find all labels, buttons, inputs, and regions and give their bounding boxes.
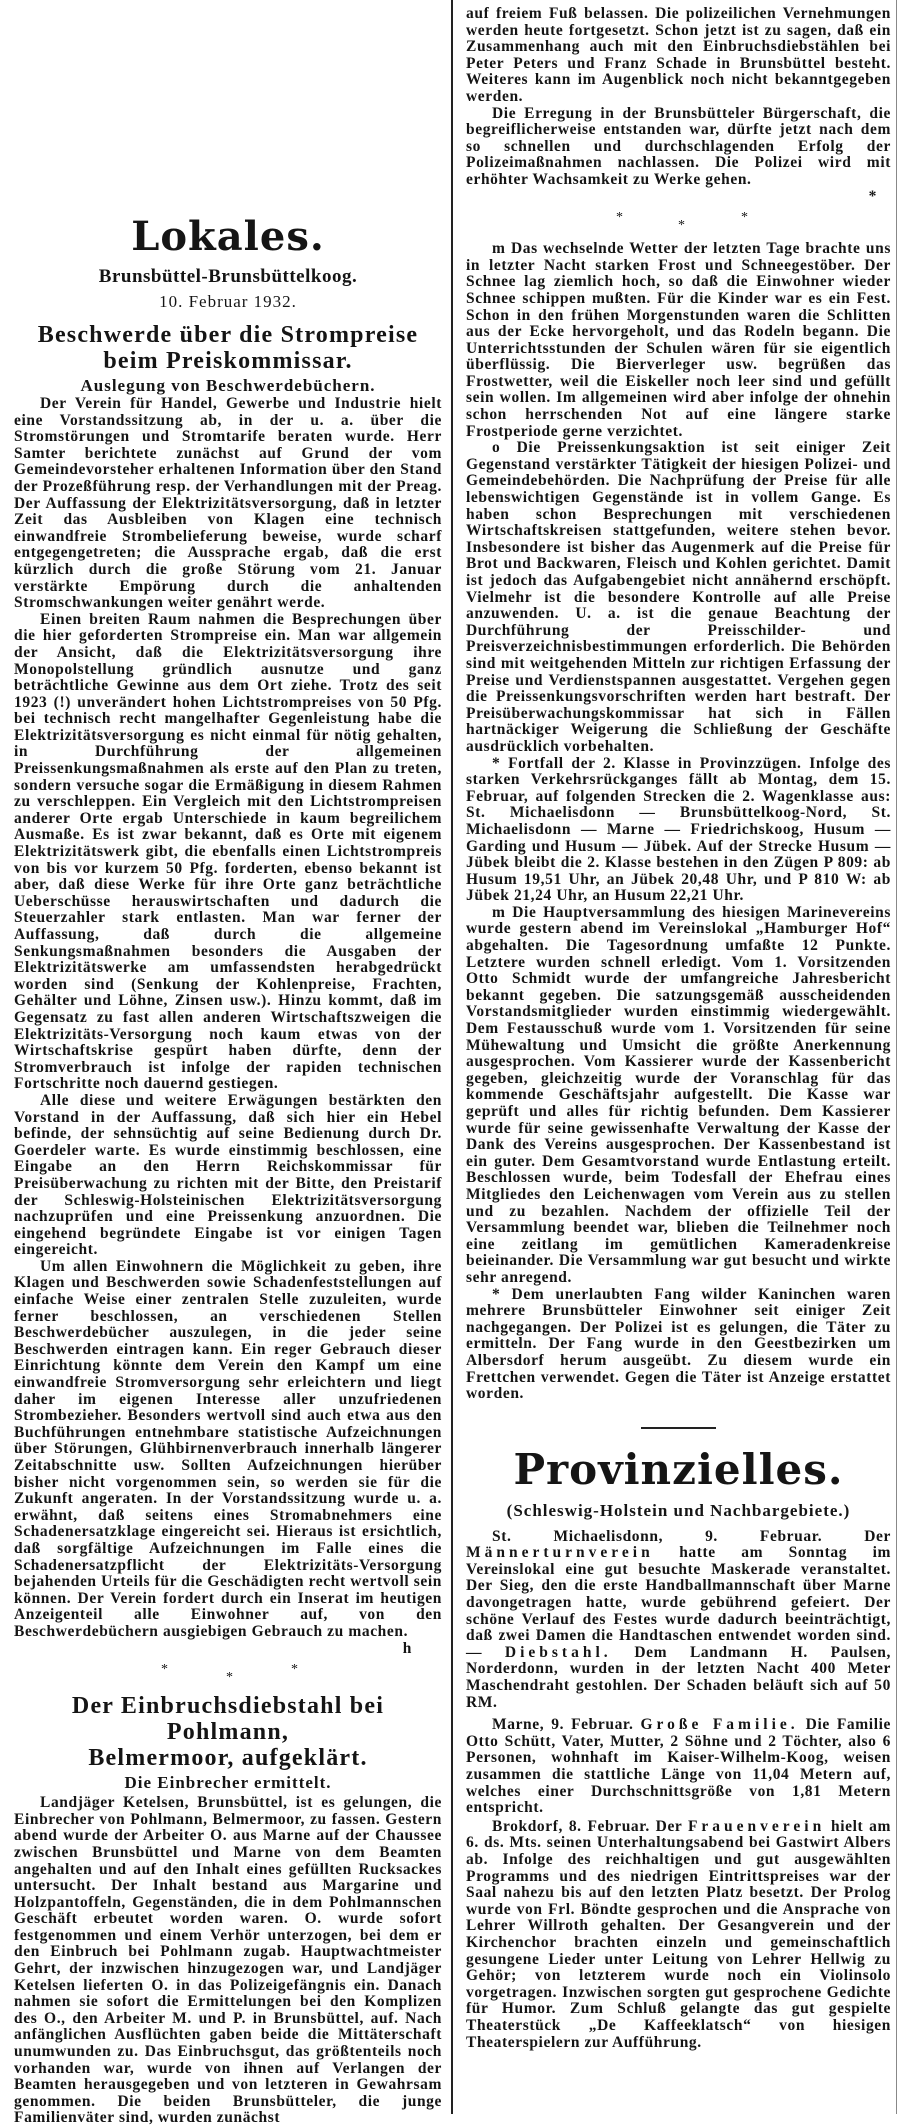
notice-weather xyxy=(466,241,891,440)
notice-mark: o xyxy=(492,439,501,457)
item-text: hielt am 6. ds. Mts. seinen Unterhaltungsabend bei Gastwirt Albers ab. Infolge des reichhaltigen und gut ausgewählten Programms und des niedrigen Eintrittspreises war der Saal nahezu bis auf den letzten Platz besetzt. Der Prolog wurde von Frl. Böndte gesprochen und die Ansprache von Lehrer Willroth gehalten. Der Gesangverein und der Kirchenchor brachten einzeln und gemeinschaftlich gesungene Lieder unter Leitung von Lehrer Hellwig zu Gehör; von letzterem wurde noch ein Violinsolo vorgetragen. Inzwischen sorgten gut gesprochene Gedichte für Humor. Zum Schluß gelangte das gut gespielte Theaterstück „De Kaffeeklatsch“ von hiesigen Theaterspielern zur Aufführung. xyxy=(466,1817,891,2051)
local-notices xyxy=(466,241,891,1403)
section-divider xyxy=(466,1427,891,1429)
item-text: hatte am Sonntag im Vereinslokal eine gut besuchte Maskerade veranstaltet. Der Sieg, den die erste Handballmannschaft über Marne davongetragen hatte, wurde gebührend gefeiert. Der schöne Verlauf des Festes wurde dadurch beeinträchtigt, daß zwei Damen die Handtaschen entwendet worden sind. — xyxy=(466,1544,891,1661)
article-paragraph: Der Verein für Handel, Gewerbe und Industrie hielt eine Vorstandssitzung ab, in der u. a. über die Stromstörungen und Stromtarife beraten wurde. Herr Samter berichtete zunächst auf Grund der vom Gemeindevorsteher erhaltenen Information über den Stand der Prozeßführung resp. der Verhandlungen mit der Preag. Der Auffassung der Elektrizitätsversorgung, daß in letzter Zeit das Ausbleiben von Klagen eine technisch einwandfreie Strombelieferung beweise, wurde scharf entgegengetreten; die Aussprache ergab, daß die erst kürzlich durch die große Störung vom 21. Januar verstärkte Empörung durch die anhaltenden Stromschwankungen weiter genährt werde. xyxy=(14,395,442,612)
article-subhead: Auslegung von Beschwerdebüchern. xyxy=(80,376,376,395)
author-signature: h xyxy=(402,1639,412,1657)
notice-text: wurde gestern abend im Vereinslokal „Hamburger Hof“ abgehalten. Die Tagesordnung umfaßte 12 Punkte. Letztere wurden schnell erledigt. Vom 1. Vorsitzenden Otto Schmidt wurde der umfangreiche Jahresbericht bekannt gegeben. Die satzungsgemäß ausscheidenden Vorstandsmitglieder wurden einstimmig wiedergewählt. Dem Festausschuß wurde vom 1. Vorsitzenden für seine Mühewaltung und Umsicht die größte Anerkennung ausgesprochen. Vom Kassierer wurde der Kassenbericht gegeben, gleichzeitig wurde der Voranschlag für das kommende Geschäftsjahr aufgestellt. Die Kasse war geprüft und alles für richtig befunden. Dem Kassierer wurde für seine gewissenhafte Verwaltung der Kasse der Dank des Vereins ausgesprochen. Der Kassenbestand ist ein guter. Dem Gesamtvorstand wurde Entlastung erteilt. Beschlossen wurde, beim Todesfall der Ehefrau eines Mitgliedes den Leichenwagen vom Verein aus zu stellen und zu bezahlen. Nachdem der offizielle Teil der Versammlung beendet war, blieben die Teilnehmer noch eine zeitlang im gemütlichen Kameradenkreise beieinander. Die Versammlung war gut besucht und wirkte sehr anregend. xyxy=(466,920,891,1286)
date-line: 10. Februar 1932. xyxy=(159,292,297,311)
author-signature: * xyxy=(868,187,877,205)
item-place: Brokdorf, xyxy=(492,1817,563,1835)
item-text: Dem Landmann H. Paulsen, Norderdonn, wurden in der letzten Nacht 400 Meter Maschendraht gestohlen. Der Schaden beläuft sich auf 50 RM. xyxy=(466,1643,891,1711)
provinzielles-body xyxy=(466,1529,891,2051)
article-subhead: Die Einbrecher ermittelt. xyxy=(124,1773,332,1793)
provincial-item xyxy=(466,1819,891,2051)
headline-line: beim Preiskommissar. xyxy=(103,348,353,374)
section-title-lokales: Lokales. xyxy=(131,213,325,260)
star: * xyxy=(678,218,685,234)
provinzielles-header xyxy=(466,1444,891,1521)
notice-text: Infolge des starken Verkehrsrückganges fällt ab Montag, dem 15. Februar, auf folgenden Strecken die 2. Wagenklasse aus: St. Michaelisdonn — Brunsbüttelkoog-Nord, St. Michaelisdonn — Marne — Friedrichskoog, Husum — Garding und Husum — Jübek. Auf der Strecke Husum — Jübek bleibt die 2. Klasse bestehen in den Zügen P 809: ab Husum 19,51 Uhr, an Jübek 20,48 Uhr, und P 810 W: ab Jübek 21,24 Uhr, an Husum 22,21 Uhr. xyxy=(466,754,892,905)
provincial-item xyxy=(466,1529,891,1712)
notice-lead: Dem unerlaubten Fang wilder Kaninchen xyxy=(511,1285,836,1303)
left-column xyxy=(14,214,442,2127)
notice-mark: m xyxy=(492,903,506,921)
headline-line: Beschwerde über die Strompreise xyxy=(37,322,419,348)
notice-text: waren mehrere Brunsbütteler Einwohner seit einiger Zeit nachgegangen. Der Polizei ist es gelungen, die Täter zu ermitteln. Der Fang wurde in den Geestbezirken um Albersdorf herum ausgeübt. Zu diesem wurde ein Frettchen verwendet. Gegen die Täter ist Anzeige erstattet worden. xyxy=(466,1285,891,1403)
right-column xyxy=(466,6,891,2051)
item-date: 9. Februar. xyxy=(544,1716,634,1734)
notice-lead: Die Preissenkungsaktion xyxy=(516,439,706,457)
notice-train-class xyxy=(466,756,891,905)
notice-price-action xyxy=(466,440,891,755)
section-subtitle: (Schleswig-Holstein und Nachbargebiete.) xyxy=(506,1500,851,1520)
star: * xyxy=(161,1662,168,1678)
place-heading: Brunsbüttel-Brunsbüttelkoog. xyxy=(98,266,358,287)
headline-line: Belmermoor, aufgeklärt. xyxy=(88,1745,368,1772)
asterism xyxy=(466,211,891,235)
notice-marineverein xyxy=(466,905,891,1287)
article-headline xyxy=(14,1693,442,1771)
headline-line: Der Einbruchsdiebstahl bei Pohlmann, xyxy=(71,1693,385,1746)
section-title-provinzielles: Provinzielles. xyxy=(513,1444,844,1494)
item-text: Die Familie Otto Schütt, Vater, Mutter, 2 Söhne und 2 Töchter, also 6 Personen, wohnhaft im Kaiser-Wilhelm-Koog, weisen zusammen die stattliche Länge von 11,04 Metern auf, welches einer Durchschnittsgröße von 1,81 Metern entspricht. xyxy=(466,1716,891,1817)
notice-mark: m xyxy=(492,240,506,258)
notice-rabbits xyxy=(466,1287,891,1403)
notice-lead: Das wechselnde Wetter xyxy=(510,240,679,258)
article-paragraph: Die Erregung in der Brunsbütteler Bürgerschaft, die begreiflicherweise entstanden war, dürfte jetzt nach dem so schnellen und durchschlagenden Erfolg der Polizeimaßnahmen nachlassen. Die Polizei wird mit erhöhter Wachsamkeit zu Werke gehen. xyxy=(466,104,891,188)
star: * xyxy=(616,210,623,226)
notice-lead: Die Hauptversammlung des hiesigen Marinevereins xyxy=(512,903,891,921)
asterism xyxy=(14,1663,442,1687)
article-einbruch xyxy=(14,1693,442,2127)
notice-lead: Fortfall der 2. Klasse in Provinzzügen. xyxy=(508,754,802,772)
article-headline xyxy=(14,322,442,374)
star: * xyxy=(226,1670,233,1686)
column-rule xyxy=(451,0,453,2114)
article-einbruch-continued xyxy=(466,6,891,235)
item-keyword: Große Familie. xyxy=(640,1716,799,1734)
article-paragraph: Um allen Einwohnern die Möglichkeit zu geben, ihre Klagen und Beschwerden sowie Schadenfeststellungen auf einfache Weise einer zentralen Stelle zuzuleiten, wurde ferner beschlossen, an verschiedenen Stellen Beschwerdebücher auszulegen, in die jeder seine Beschwerden eintragen kann. Ein reger Gebrauch dieser Einrichtung könnte dem Verein den Kampf um eine einwandfreie Stromversorgung sehr erleichtern und liegt daher im eigenen Interesse aller unzufriedenen Strombezieher. Besonders wertvoll sind auch etwa aus den Buchführungen entnehmbare statistische Aufzeichnungen über Störungen, Glühbirnenverbrauch innerhalb längerer Zeitabschnitte usw. Sollten Aufzeichnungen hierüber bisher nicht vorgenommen sein, so werden sie für die Zukunft angeraten. In der Vorstandssitzung wurde u. a. erwähnt, daß seitens eines Stromabnehmers eine Schadenersatzklage eingereicht sei. Hieraus ist ersichtlich, daß sorgfältige Aufzeichnungen im Falle eines die Schadenersatzpflicht der Elektrizitäts-Versorgung bejahenden Urteils für die Geschädigten recht wertvoll sein können. Der Verein fordert durch ein Inserat im heutigen Anzeigenteil alle Einwohner auf, von den Beschwerdebüchern ausgiebigen Gebrauch zu machen. xyxy=(14,1257,442,1640)
item-date: 8. Februar. xyxy=(563,1817,650,1835)
provincial-item xyxy=(466,1717,891,1817)
notice-text: der letzten Tage brachte uns in letzter Nacht starken Frost und Schneegestöber. Der Schnee lag ziemlich hoch, so daß die Einwohner wieder Schnee schippen mußten. Für die Kinder war es ein Fest. Schon in den frühen Morgenstunden waren die Schlitten aus der Ecke hervorgeholt, und das Rodeln begann. Die Unterrichtsstunden der Schulen wären für sie eigentlich überflüssig. Die Bierverleger usw. begrüßen das Frostwetter, weil die Eiskeller noch leer sind und gefüllt sein wollen. Im allgemeinen wird aber infolge der ohnehin schon herrschenden Not auf eine längere starke Frostperiode gerne verzichtet. xyxy=(466,240,892,440)
notice-mark: * xyxy=(492,1285,501,1303)
page-edge-rule xyxy=(896,0,897,2114)
star: * xyxy=(741,210,748,226)
article-paragraph: auf freiem Fuß belassen. Die polizeilichen Vernehmungen werden heute fortgesetzt. Schon jetzt ist zu sagen, daß ein Zusammenhang auch mit den Einbruchsdiebstählen bei Peter Peters und Franz Schade in Brunsbüttel besteht. Weiteres kann im Augenblick noch nicht bekanntgegeben werden. xyxy=(466,5,891,105)
article-strompreise-body xyxy=(14,396,442,1657)
article-paragraph: Einen breiten Raum nahmen die Besprechungen über die hier geforderten Strompreise ein. Man war allgemein der Ansicht, daß die Elektrizitätsversorgung ihre Monopolstellung gründlich ausnutze und ganz beträchtliche Gewinne aus dem Ort ziehe. Trotz des seit 1923 (!) unverändert hohen Lichtstrompreises von 50 Pfg. bei technisch recht mangelhafter Gegenleistung habe die Elektrizitätsversorgung es nicht einmal für nötig gehalten, in Durchführung der allgemeinen Preissenkungsmaßnahmen als erste auf den Plan zu treten, sondern versuche sogar die Ermäßigung in diesem Rahmen zu verschleppen. Ein Vergleich mit den Lichtstrompreisen anderer Orte ergab Unterschiede in kaum begreilichem Ausmaße. Es ist zwar bekannt, daß es Orte mit eigenem Elektrizitätswerk gibt, die ebenfalls einen Lichtstrompreis von bis vor kurzem 50 Pfg. forderten, ebenso bekannt ist aber, daß diese Werke für ihre Orte ganz beträchtliche Ueberschüsse herauswirtschaften und dadurch die Steuerzahler stark entlasten. Man war ferner der Auffassung, daß durch die allgemeine Senkungsmaßnahmen besonders die Ausgaben der Elektrizitätswerke am umfassendsten herabgedrückt worden sind (Senkung der Kohlenpreise, Frachten, Gehälter und Löhne, Zinsen usw.). Hinzu kommt, daß im Gegensatz zu fast allen anderen Wirtschaftszweigen die Elektrizitäts-Versorgung noch kaum etwas von der Wirtschaftskrise gespürt haben dürfte, denn der Stromverbrauch ist infolge der rapiden technischen Fortschritte noch dauernd gestiegen. xyxy=(14,610,442,1093)
article-paragraph: Alle diese und weitere Erwägungen bestärkten den Vorstand in der Auffassung, daß sich hier ein Hebel befinde, der sehnsüchtig auf seine Bedienung durch Dr. Goerdeler warte. Es wurde einstimmig beschlossen, eine Eingabe an den Herrn Reichskommissar für Preisüberwachung zu richten mit der Bitte, den Preistarif der Schleswig-Holsteinischen Elektrizitätsversorgung nachzuprüfen und eine Preissenkung anzuordnen. Die eingehend begründete Eingabe ist vor einigen Tagen eingereicht. xyxy=(14,1091,442,1259)
item-date: 9. Februar. xyxy=(663,1527,823,1545)
item-keyword: Diebstahl. xyxy=(504,1643,612,1661)
notice-mark: * xyxy=(492,754,501,772)
star: * xyxy=(291,1662,298,1678)
item-text: Der xyxy=(649,1817,688,1835)
item-keyword: Frauenverein xyxy=(687,1817,826,1835)
item-text xyxy=(633,1716,640,1733)
item-text: Der xyxy=(822,1527,892,1545)
article-paragraph: Landjäger Ketelsen, Brunsbüttel, ist es gelungen, die Einbrecher von Pohlmann, Belmermoor, zu fassen. Gestern abend wurde der Arbeiter O. aus Marne auf der Chaussee zwischen Brunsbüttel und Marne von dem Beamten angehalten und auf den Inhalt eines gefüllten Rucksackes untersucht. Der Inhalt bestand aus Margarine und Holzpantoffeln, Gegenständen, die in dem Pohlmannschen Geschäft erbeutet worden waren. O. wurde sofort festgenommen und einem Verhör unterzogen, bei dem er den Einbruch bei Pohlmann zugab. Hauptwachtmeister Gehrt, der inzwischen hinzugezogen war, und Landjäger Ketelsen lieferten O. in das Polizeigefängnis ein. Danach nahmen sie sofort die Ermittelungen bei den Komplizen des O., den Arbeiter M. und P. in Brunsbüttel, auf. Nach anfänglichen Ausflüchten gaben beide die Mittäterschaft unumwunden zu. Das Einbruchsgut, das größtenteils noch vorhanden war, wurde von ihnen auf Verlangen der Beamten herausgegeben und von letzteren in Gewahrsam genommen. Die beiden Brunsbütteler, die junge Familienväter sind, wurden zunächst xyxy=(14,1794,442,2127)
divider-line xyxy=(641,1427,716,1429)
lokales-header xyxy=(14,214,442,396)
item-keyword: Männerturnverein xyxy=(466,1544,654,1562)
item-place: Marne, xyxy=(492,1716,545,1734)
notice-text: ist seit einiger Zeit Gegenstand verstärkter Tätigkeit der hiesigen Polizei- und Gemeindebehörden. Die Nachprüfung der Preise für alle lebenswichtigen Gegenstände ist in vollem Gange. Es haben schon Besprechungen mit verschiedenen Wirtschaftskreisen stattgefunden, weitere stehen bevor. Insbesondere ist bisher das Augenmerk auf die Preise für Brot und Backwaren, Fleisch und Kohlen gerichtet. Damit ist jedoch das Aufgabengebiet nicht annähernd erschöpft. Vielmehr ist die besondere Kontrolle auf alle Preise anzuwenden. U. a. ist die genaue Beachtung der Durchführung der Preisschilder- und Preisverzeichnisbestimmungen erforderlich. Die Behörden sind mit weitgehenden Mitteln zur richtigen Erfassung der Preise und Verdienstspannen ausgestattet. Vergehen gegen die Preissenkungsvorschriften werden hart bestraft. Der Preisüberwachungskommissar hat sich in Fällen hartnäckiger Weigerung die Schließung der Geschäfte ausdrücklich vorbehalten. xyxy=(466,439,891,755)
item-place: St. Michaelisdonn, xyxy=(492,1527,664,1545)
